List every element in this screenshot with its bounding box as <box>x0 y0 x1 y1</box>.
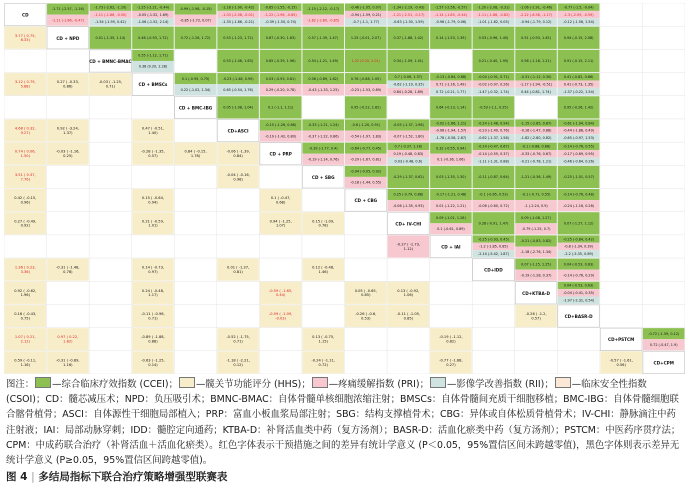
legend-label-hhs: 髋关节功能评分 (HHS) <box>205 379 302 390</box>
diagonal-label: CD + BMC-IBG <box>178 105 213 111</box>
cell-value: -1.54 (-1.95, 0.42) <box>94 20 126 25</box>
cell-value: -0.37 (-1.22, 0.86) <box>307 134 339 139</box>
cell-value: 0.19 (-0.48, 0.83) <box>393 151 424 156</box>
cell-value: 0.38 (0.20, 2.28) <box>138 64 168 69</box>
cell-value: -0.19 ( -1.12, 0.82) <box>439 335 463 344</box>
cell-value: -0.11 ( -0.96, 0.71) <box>141 312 165 321</box>
cell-value: 0.94 ( -1.25, 1.07) <box>269 219 292 228</box>
cell-value: -1.06 (-1.52, 2.14) <box>137 20 169 25</box>
cell-value: -1.82 (-2.80, -0.85) <box>307 18 340 23</box>
cell-value: -1.21 (-2.51, -0.17) <box>392 12 425 17</box>
legend-swatch-pri <box>312 377 328 388</box>
cell-value: -0.54 (-1.97, 1.83) <box>350 134 382 139</box>
legend-swatch-rii <box>430 377 446 388</box>
cell-value: -0.33 (-1.21, 1.24) <box>307 123 339 128</box>
cell-value: -0.29 (-1.37, 0.62) <box>392 175 424 180</box>
cell-value: 0.1 ( -0.47, 0.68) <box>270 196 291 205</box>
league-table <box>4 3 685 374</box>
diagonal-label: CD + SBG <box>311 174 335 180</box>
cell-value: -0.27 ( -1.73, 1.12) <box>396 242 421 251</box>
cell-value: -0.46 (-0.64, 0.26) <box>563 159 595 164</box>
diagonal-label: CD+ASCI <box>227 128 249 134</box>
cell-value: 0.64 (-0.13, 1.14) <box>436 105 466 110</box>
cell-value: 0.21 ( -0.59, 1.01) <box>141 219 165 228</box>
cell-value: -0.39 (-1.77, 0.4) <box>308 146 338 151</box>
cell-value: -0.44 (-1.88, 0.49) <box>563 128 595 133</box>
cell-value: 1.22 (0.20, 2.01) <box>351 59 381 64</box>
cell-value: -0.43 (-1.33, 1.25) <box>307 87 339 92</box>
cell-value: 0.53 (-1.23, 1.72) <box>223 35 253 40</box>
cell-value: -0.79 (-1.25, 0.7) <box>521 227 551 232</box>
cell-value: -0.13 (-0.84, 0.88) <box>435 74 467 79</box>
cell-value: -1.20 (-2.08, -0.31) <box>477 5 510 10</box>
legend-swatch-hhs <box>179 377 195 388</box>
cell-value: -0.59 ( -1.09, -0.03) <box>268 312 293 321</box>
cell-value: -0.25 (-0.93, 0.45) <box>477 237 509 242</box>
diagonal-label: CD+ IV-CHI <box>395 221 422 227</box>
cell-value: 0.72 (-0.21, 1.77) <box>436 89 466 94</box>
cell-value: 0.44 (-0.81, 1.74) <box>521 89 551 94</box>
cell-value: 0.01 (-1.35, 1.14) <box>95 35 126 40</box>
cell-value: 0.05 (-1.08, 1.04) <box>223 105 253 110</box>
cell-value: -0.26 ( -1.2, 0.57) <box>525 312 547 321</box>
cell-value: -1.11 (-1.86, -0.50) <box>94 12 127 17</box>
cell-value: 0.25 (-0.79, 0.88) <box>393 192 424 197</box>
cell-value: -1.18 (-1.90, -0.42) <box>221 5 255 10</box>
caption-label: 图 4 <box>6 471 28 483</box>
cell-value: 0.05 ( -0.65, 0.85) <box>354 288 377 298</box>
cell-value: 0.92 ( -3.24, 1.37) <box>56 126 79 135</box>
cell-value: 0.87 (-0.30, 1.83) <box>265 35 296 40</box>
cell-value: -1.3 (-2.09, -0.59) <box>563 12 594 17</box>
cell-value: -0.18 (-1.44, 0.55) <box>350 180 382 185</box>
cell-value: 0.54 (-1.21, 1.49) <box>308 59 339 64</box>
cell-value: 0.76 (-0.88, 1.05) <box>350 76 381 81</box>
cell-value: 0.7 (-0.37, 1.18) <box>394 144 423 149</box>
cell-value: 0.41 (-0.82, 0.86) <box>563 74 594 79</box>
cell-value: -1.11 (-1.31, 0.88) <box>477 159 509 164</box>
cell-value: -0.24 (-1.48, 0.94) <box>477 121 509 126</box>
cell-value: -0.29 (-1.67, 0.81) <box>350 157 382 162</box>
cell-value: -0.77 (-1.5, -0.04) <box>563 5 594 10</box>
cell-value: -0.53 (-1.1, 0.25) <box>479 105 508 110</box>
cell-value: 0.65 (-0.54, 1.76) <box>223 87 253 92</box>
cell-value: -1.15 (-2.85, 0.87) <box>520 121 552 126</box>
cell-value: -0.31 ( -1.48, 0.78) <box>56 265 80 275</box>
legend-item-hhs: —髋关节功能评分 (HHS) <box>178 379 301 390</box>
cell-value: -1.14 (-1.85, -0.44) <box>434 12 468 17</box>
cell-value: -0.21 (-0.83, 0.82) <box>520 239 552 244</box>
cell-value: 0.53 (-0.96, 1.45) <box>478 35 509 40</box>
cell-value: -1.78 (-0.58, 2.87) <box>435 136 467 141</box>
cell-value: -0.05 (-1.37, 1.98) <box>392 123 424 128</box>
cell-value: -1.21 (-0.36, 1.49) <box>520 175 552 180</box>
cell-value: 0.72 (-1.28, 1.72) <box>180 35 211 40</box>
cell-value: 0.01 ( -1.37, 0.81) <box>227 265 250 275</box>
cell-value: -0.8 (-1.34, 0.39) <box>564 244 594 249</box>
cell-value: 0.32 (-0.55, 0.94) <box>436 146 466 151</box>
cell-value: 1.07 ( 0.21, 2.12) <box>14 335 36 344</box>
cell-value: 0.42 ( -0.15, 0.96) <box>14 196 37 205</box>
cell-value: 4.68 ( 0.32, 9.27) <box>14 126 36 135</box>
cell-value: 0.53 (-1.46, 1.63) <box>223 59 253 64</box>
cell-value: -0.17 (-1.21, 0.48) <box>435 192 467 197</box>
cell-value: 0.22 (-1.02, 1.34) <box>180 87 211 92</box>
diagonal-label: CD+BASR-D <box>564 314 593 320</box>
cell-value: -0.24 ( -1.11, 0.72) <box>311 358 335 367</box>
cell-value: 0.95 (-0.26, 1.42) <box>563 105 594 110</box>
cell-value: -0.77 ( -1.68, 0.27) <box>439 358 463 367</box>
cell-value: -0.39 (-1.50, 0.74) <box>265 20 297 25</box>
cell-value: -0.05 (-1.52, 1.69) <box>137 12 169 17</box>
cell-value: 0.1 (-0.36, 1.06) <box>437 157 465 162</box>
cell-value: -0.14 (-0.47, 0.67) <box>477 144 509 149</box>
cell-value: 0.03 (-1.35, 1.30) <box>436 175 466 180</box>
cell-value: 0.71 (-1.16, 1.49) <box>436 82 466 87</box>
cell-value: -1.15 (-2.12, -0.17) <box>307 7 340 12</box>
cell-value: 0.27 ( -0.49, 0.92) <box>14 219 37 228</box>
cell-value: 0.84 ( -0.15, 1.78) <box>184 149 207 159</box>
cell-value: -0.11 (-0.87, 0.64) <box>477 175 509 180</box>
cell-value: 0.85 (-0.39, 1.96) <box>265 59 296 64</box>
cell-value: -1.34 (-2.19, -0.43) <box>392 5 425 10</box>
cell-value: 0.46 (-0.93, 1.72) <box>138 35 168 40</box>
legend-item-csoi: —临床安全性指数 (CSOI) <box>6 379 647 406</box>
cell-value: -0.1 (-0.71, 0.55) <box>521 192 551 197</box>
cell-value: 0.55 (-1.12, 1.71) <box>138 53 168 58</box>
cell-value: 0.12 ( -0.48, 1.46) <box>312 265 335 275</box>
cell-value: 0.47 ( -0.51, 1.40) <box>141 126 165 135</box>
cell-value: -0.04 (-0.91, 0.71) <box>477 74 509 79</box>
cell-value: -1.73 (-2.62, -1.10) <box>94 5 127 10</box>
cell-value: 3.51 ( 0.37, 7.76) <box>14 172 36 182</box>
cell-value: -0.16 (-1.47, 0.88) <box>520 128 552 133</box>
cell-value: 0.7 (-0.06, 1.37) <box>394 74 423 79</box>
cell-value: 0.01 (-1.22, 1.21) <box>436 203 466 208</box>
cell-value: 1.25 (-0.01, 2.07) <box>350 35 381 40</box>
diagonal-label: CD + BMSCs <box>138 82 168 88</box>
cell-value: -0.07 (-1.52, 1.80) <box>392 134 424 139</box>
cell-value: -1.01 (-1.82, 0.05) <box>477 20 509 25</box>
cell-value: 0.09 (-1.01, 1.28) <box>436 215 466 220</box>
cell-value: 0.13 ( -0.75, 1.15) <box>312 335 335 344</box>
diagonal-label: CD + IAI <box>441 244 461 250</box>
cell-value: -0.23 (-1.48, 0.90) <box>222 76 254 81</box>
caption-title: 多结局指标下联合治疗策略增强型联赛表 <box>38 471 228 483</box>
cell-value: -0.06 (-0.60, 0.72) <box>477 203 509 208</box>
diagonal-label: CD + NPD <box>56 35 80 41</box>
cell-value: 0.56 (-1.18, 1.21) <box>521 59 551 64</box>
cell-value: -0.02 (-0.97, 0.26) <box>477 82 509 87</box>
cell-value: 0.16 ( -0.43, 0.75) <box>14 312 37 321</box>
legend-label-ccei: 综合临床疗效指数 (CCEI) <box>61 379 169 390</box>
cell-value: -0.14 (-0.76, 0.29) <box>563 273 595 278</box>
cell-value: 0.27 ( -0.33, 0.86) <box>56 80 79 89</box>
cell-value: -1.11 (-1.86, -0.47) <box>51 18 84 23</box>
legend-item-pri: —疼痛缓解指数 (PRI) <box>311 379 420 390</box>
cell-value: -2.14 (-5.42, 1.87) <box>477 252 509 257</box>
cell-value: -0.94 (-1.59, 0.21) <box>350 12 382 17</box>
caption-separator: | <box>31 471 35 483</box>
cell-value: -0.11 ( -1.05, 0.85) <box>396 312 421 321</box>
cell-value: -0.23 (-1.40, 0.76) <box>477 128 509 133</box>
cell-value: -0.03 ( -1.25, 0.71) <box>98 80 123 89</box>
cell-value: -1.18 (-2.76, 1.34) <box>520 250 552 255</box>
cell-value: -0.94 (-1.79, 0.12) <box>520 20 552 25</box>
legend-prefix: 图注： <box>6 379 35 390</box>
cell-value: 0.94 (-0.15, 2.08) <box>563 35 594 40</box>
diagonal-label: CD + PRP <box>269 151 292 157</box>
cell-value: -0.14 (-0.76, 0.55) <box>563 144 595 149</box>
legend-label-pri: 疼痛缓解指数 (PRI) <box>338 379 420 390</box>
cell-value: 0.06 (-0.89, 1.82) <box>308 76 339 81</box>
cell-value: -0.96 (-1.79, 0.06) <box>435 20 467 25</box>
cell-value: 0.37 (-1.88, 1.42) <box>393 35 424 40</box>
cell-value: -0.15 (-1.26, 0.86) <box>265 123 297 128</box>
cell-value: -0.65 (-0.97, 1.53) <box>563 136 595 141</box>
cell-value: -1.22 (-1.96, -0.65) <box>264 12 297 17</box>
cell-value: 0.59 ( -0.11, 1.16) <box>14 358 37 367</box>
cell-value: 0.15 ( -1.09, 0.78) <box>312 219 335 228</box>
cell-value: -0.52 ( -1.75, 0.71) <box>226 335 250 344</box>
cell-value: 0.15 ( -0.64, 0.94) <box>141 196 165 205</box>
cell-value: -2.22 (-6.36, -1.17) <box>519 12 553 17</box>
legend-label-csoi: 临床安全性指数 (CSOI) <box>6 379 647 406</box>
cell-value: 3.12 ( 0.79, 5.88) <box>14 80 36 89</box>
cell-value: 0.14 (-1.53, 1.39) <box>436 35 466 40</box>
diagonal-label: CD + BMNC-BMAC <box>89 58 132 64</box>
cell-value: 0.03 (-0.93, 0.81) <box>265 76 296 81</box>
cell-value: 0.13 ( -0.92, 1.06) <box>397 288 420 298</box>
cell-value: 0.51 (-0.93, 1.45) <box>521 35 551 40</box>
cell-value: 0.07 (-1.27, 1.12) <box>563 221 594 226</box>
cell-value: -0.14 (-0.55, 0.37) <box>477 151 509 156</box>
diagonal-label: CD <box>22 12 29 18</box>
cell-value: 0.84 (-0.28, 1.89) <box>393 89 424 94</box>
cell-value: 0.03 (-0.48, 0.6) <box>394 159 423 164</box>
cell-value: -0.99 (-1.98, -0.15) <box>179 7 212 12</box>
cell-value: 0.1 (-1.1, 1.11) <box>267 105 294 110</box>
cell-value: -0.03 ( -1.16, 0.25) <box>56 149 80 159</box>
cell-value: -0.21 (-0.78, 1.21) <box>520 159 552 164</box>
cell-value: -0.06 (-1.35, 0.95) <box>392 203 424 208</box>
cell-value: -1.25 (-2.21, -0.44) <box>136 5 170 10</box>
cell-value: -0.57 ( -1.61, 0.56) <box>609 358 633 367</box>
cell-value: -1.37 (-0.22, 1.54) <box>563 89 595 94</box>
cell-value: -0.62 (-1.19, 0.35) <box>392 82 424 87</box>
cell-value: -0.25 (-0.84, 0.42) <box>563 237 595 242</box>
cell-value: -0.06 ( -1.39, 0.84) <box>226 149 250 159</box>
cell-value: 0.91 (-0.15, 2.11) <box>563 59 594 64</box>
cell-value: -0.94 (-0.05, 0.92) <box>350 169 382 174</box>
cell-value: 3.77 ( 0.75, 6.33) <box>14 33 36 43</box>
cell-value: 0.41 (-0.73, 1.35) <box>563 82 594 87</box>
legend-abbreviations: ；CD：髓芯减压术；NPD：负压吸引术；BMNC-BMAC：自体骨髓单核细胞浓缩注射；BMSCs：自体骨髓间充质干细胞移植；BMC-IBG：自体骨髓细胞联合髂骨植骨；ASCI：自体源性干细胞局部植入；PRP：富血小板血浆局部注射；SBG：结构支撑植骨术；CBG：异体或自体松质骨植骨术；IV-CHI：静脉滴注中药注射液；IAI：局部动脉穿刺；IDD：髓腔定向通药；KTBA-D：补肾活血类中药（复方汤剂）；BASR-D：活血化瘀类中药（复方汤剂）；PSTCM：中医药序贯疗法；CPM：中成药联合治疗（补肾活血＋活血化瘀类）。红色字体表示干预措施之间的差异有统计学意义 (P＜0.05，95%置信区间未跨越零值)，黑色字体则表示差异无统计学意义 (P≥0.05，95%置信区间跨越零值)。 <box>6 394 681 467</box>
cell-value: 0.14 ( -0.73, 0.97) <box>141 265 165 275</box>
cell-value: -1.33 (-1.86, -0.21) <box>221 20 255 25</box>
figure-legend: 图注： —综合临床疗效指数 (CCEI)； —髋关节功能评分 (HHS)； —疼痛缓解指数 (PRI)； —影像学改善指数 (RII)； —临床安全性指数 (CSOI)；CD：髓芯减压术；NPD：负压吸引术；BMNC-BMAC：自体骨髓单核细胞浓缩注射；BMSCs：自体骨髓间充质干细胞移植；BMC-IBG：自体骨髓细胞联合髂骨植骨；ASCI：自体源性干细胞局部植入；PRP：富血小板血浆局部注射；SBG：结构支撑植骨术；CBG：异体或自体松质骨植骨术；IV-CHI：静脉滴注中药注射液；IAI：局部动脉穿刺；IDD：髓腔定向通药；KTBA-D：补肾活血类中药（复方汤剂）；BASR-D：活血化瘀类中药（复方汤剂）；PSTCM：中医药序贯疗法；CPM：中成药联合治疗（补肾活血＋活血化瘀类）。红色字体表示干预措施之间的差异有统计学意义 (P＜0.05，95%置信区间未跨越零值)，黑色字体则表示差异无统计学意义 (P≥0.05，95%置信区间跨越零值)。 <box>6 379 681 467</box>
cell-value: -0.64 (-0.77, 0.45) <box>350 146 382 151</box>
cell-value: -1.47 (-0.32, 1.74) <box>477 89 509 94</box>
cell-value: -1.2 (-1.85, 0.85) <box>479 244 508 249</box>
diagonal-label: CD+KTBA-D <box>522 290 550 296</box>
legend-label-rii: 影像学改善指数 (RII) <box>456 379 545 390</box>
cell-value: -0.62 (-1.37, 1.58) <box>477 136 509 141</box>
cell-value: -0.19 (-1.42, 0.80) <box>265 134 297 139</box>
cell-value: -1.57 (-2.56, -0.57) <box>434 5 468 10</box>
cell-value: -0.59 ( -1.65, 0.44) <box>268 288 293 298</box>
cell-value: 0.21 (-0.40, 1.95) <box>478 59 509 64</box>
cell-value: -0.1 (-0.65, 0.53) <box>479 192 508 197</box>
cell-value: -1.17 (-1.94, -0.51) <box>519 82 553 87</box>
diagonal-label: CD+CPM <box>653 360 674 366</box>
diagonal-label: CD + CBG <box>354 198 378 204</box>
cell-value: -0.02 (-1.66, 1.21) <box>435 121 467 126</box>
cell-value: -1.82 (-2.80, 0.82) <box>520 136 552 141</box>
legend-swatch-ccei <box>35 377 51 388</box>
cell-value: -1.18 ( -2.21, 0.12) <box>226 358 250 367</box>
cell-value: -0.31 ( -0.89, 1.16) <box>56 358 80 367</box>
cell-value: -0.04 (-0.41, 0.35) <box>563 291 595 296</box>
cell-value: -0.25 (-1.01, 0.57) <box>563 175 595 180</box>
cell-value: 0.09 (-1.08, 1.27) <box>521 215 551 220</box>
cell-value: -0.61 (-1.94, 0.84) <box>563 121 595 126</box>
cell-value: 0.07 (-1.15, 1.25) <box>521 262 551 267</box>
cell-value: 0.97 ( 0.22, 1.82) <box>57 335 79 344</box>
cell-value: 0.92 ( -0.62, 1.96) <box>14 288 37 298</box>
cell-value: 0.74 ( 0.06, 1.50) <box>14 149 36 159</box>
cell-value: 1.36 ( 0.23, 3.36) <box>14 265 36 275</box>
cell-value: -2.2 (-5.35, 0.89) <box>564 252 594 257</box>
cell-value: 0.1 (-0.61, 0.89) <box>437 227 465 232</box>
cell-value: 0.29 (-0.20, 0.78) <box>265 87 296 92</box>
cell-value: -0.26 ( -0.6, 0.53) <box>355 312 377 321</box>
cell-value: -0.63 (-1.30, 1.59) <box>392 20 424 25</box>
diagonal-label: CD+PSTCM <box>608 337 635 343</box>
cell-value: -0.31 (-1.12, 0.30) <box>520 74 552 79</box>
cell-value: -0.04 ( -0.16, 0.98) <box>226 172 250 182</box>
cell-value: -0.24 (-1.16, 0.28) <box>563 203 595 208</box>
cell-value: -0.19 (-1.28, 0.37) <box>520 273 552 278</box>
cell-value: -1.71 (-2.57, -1.16) <box>51 7 84 12</box>
cell-value: 0.1 (-0.95, 0.75) <box>181 76 210 81</box>
legend-item-ccei: —综合临床疗效指数 (CCEI) <box>34 379 168 390</box>
cell-value: -0.1 (-0.88, 0.68) <box>521 144 551 149</box>
cell-value: 0.24 ( -0.48, 1.17) <box>141 288 165 298</box>
cell-value: -0.6 (-1.20, 0.91) <box>351 123 381 128</box>
cell-value: -0.72 (-1.59, 0.12) <box>648 331 680 336</box>
cell-value: -1.97 (-2.31, 0.54) <box>563 298 595 303</box>
cell-value: -1 (-2.24, 0.9) <box>524 203 548 208</box>
cell-value: -0.28 ( -1.35, 0.57) <box>141 149 165 159</box>
legend-item-rii: —影像学改善指数 (RII) <box>429 379 544 390</box>
cell-value: 0.95 (-0.22, 1.62) <box>350 105 381 110</box>
cell-value: 0.72 (-0.47, 1.9) <box>649 342 678 347</box>
legend-swatch-csoi <box>555 377 571 388</box>
cell-value: -1.06 (-1.91, -0.46) <box>519 5 553 10</box>
cell-value: -0.89 ( -1.88, 0.88) <box>141 335 165 344</box>
cell-value: 0.34 (-1.09, 1.41) <box>393 59 424 64</box>
diagonal-label: CD+IDD <box>484 267 503 273</box>
cell-value: -0.85 (-1.55, -0.15) <box>264 5 297 10</box>
cell-value: -0.19 (-1.14, 0.76) <box>307 157 339 162</box>
cell-value: -0.12 (-1.56, 1.54) <box>563 20 595 25</box>
cell-value: -0.14 (-0.76, 0.48) <box>563 192 595 197</box>
cell-value: -0.06 (-1.94, 1.57) <box>435 128 467 133</box>
cell-value: -0.46 (-1.05, 0.07) <box>350 5 382 10</box>
cell-value: -0.23 (-1.53, 0.89) <box>350 87 382 92</box>
cell-value: 0.57 (-1.39, 1.47) <box>308 35 339 40</box>
cell-value: 0.04 (-0.53, 0.63) <box>563 262 594 267</box>
figure-caption <box>6 469 227 484</box>
cell-value: -0.85 (-1.72, 0.07) <box>180 18 212 23</box>
cell-value: 0.04 (-0.53, 0.63) <box>563 283 594 288</box>
cell-value: -0.17 (-0.69, 0.95) <box>563 151 595 156</box>
cell-value: -0.7 (-1.1, 1.77) <box>352 20 380 25</box>
cell-value: 0.28 (-0.91, 1.47) <box>478 221 509 226</box>
cell-value: -0.33 (-0.76, 0.67) <box>520 151 552 156</box>
cell-value: -1.03 (-2.08, -0.01) <box>221 12 255 17</box>
cell-value: -0.63 ( -1.25, 0.14) <box>141 358 165 367</box>
cell-value: -1.11 (-1.86, -0.82) <box>477 12 510 17</box>
